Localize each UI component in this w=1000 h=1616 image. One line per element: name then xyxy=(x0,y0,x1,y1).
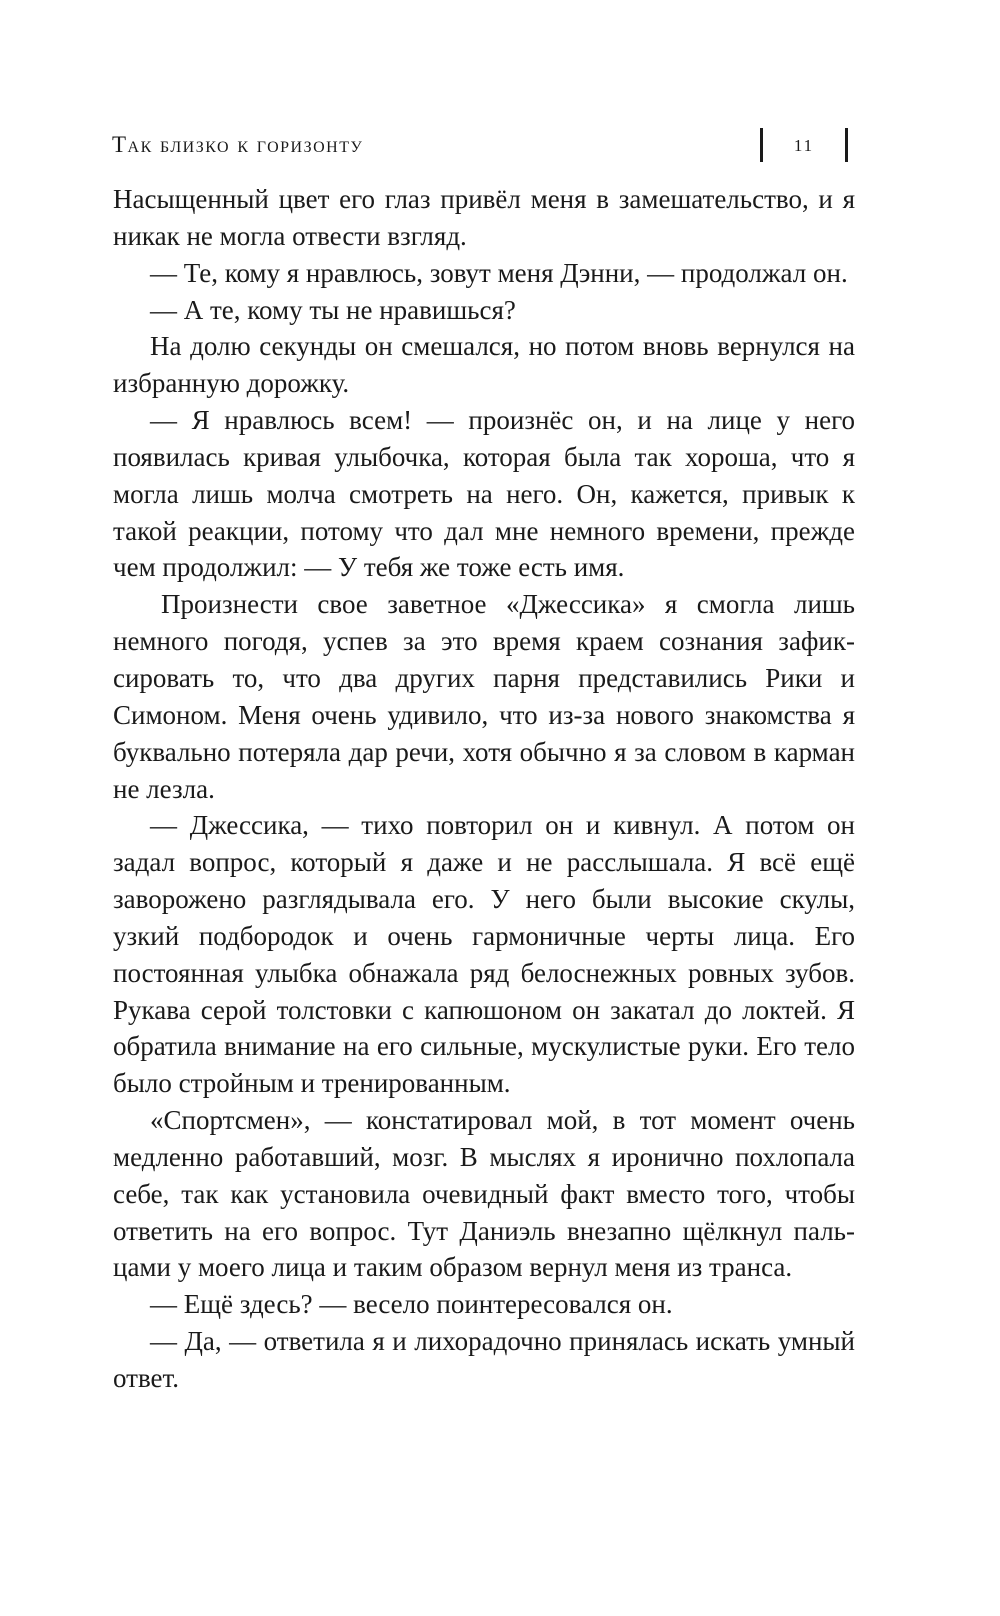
paragraph: — Джессика, — тихо повторил он и кивнул. А потом он задал вопрос, который я даже и не расслышала. Я всё ещё заворожено разглядывала его. У него были высокие скулы, узкий подбородок и очень гармоничные черты лица. Его постоянная улыбка обнажала ряд белоснежных ровных зубов. Рукава серой толстовки с капюшоном он закатал до локтей. Я обратила внимание на его сильные, мускулистые руки. Его тело было стройным и тренированным. xyxy=(113,810,855,1099)
running-title: Так близко к горизонту xyxy=(112,132,364,157)
body-text xyxy=(113,181,855,1397)
running-head xyxy=(112,128,854,166)
page-number: 11 xyxy=(793,136,815,155)
folio-bar-left xyxy=(760,128,763,162)
folio-bar-right xyxy=(845,128,848,162)
paragraph: На долю секунды он смешался, но потом вновь вернулся на избранную дорожку. xyxy=(113,331,855,399)
paragraph: Насыщенный цвет его глаз привёл меня в замешательство, и я никак не могла отвести взгляд. xyxy=(113,184,855,251)
paragraph: «Спортсмен», — констатировал мой, в тот момент очень медленно работавший, мозг. В мыслях я иронично похлопала себе, так как установила очевидный факт вместо того, чтобы ответить на его вопрос. Тут Даниэль внезапно щёлкнул пальцами у моего лица и таким образом вернул меня из транса. xyxy=(113,1105,855,1283)
paragraph: — Те, кому я нравлюсь, зовут меня Дэнни, — продолжал он. xyxy=(150,257,848,288)
paragraph: Произнести свое заветное «Джессика» я смогла лишь немного погодя, успев за это время краем сознания зафиксировать то, что два других парня представились Рики и Симоном. Меня очень удивило, что из-за нового знакомства я буквально потеряла дар речи, хотя обычно я за словом в карман не лезла. xyxy=(113,589,855,804)
paragraph: — Я нравлюсь всем! — произнёс он, и на лице у него появилась кривая улыбочка, которая была так хороша, что я могла лишь молча смотреть на него. Он, кажется, привык к такой реакции, потому что дал мне немного времени, прежде чем продолжил: — У тебя же тоже есть имя. xyxy=(113,405,855,583)
paragraph: — Ещё здесь? — весело поинтересовался он. xyxy=(150,1289,673,1320)
paragraph: — Да, — ответила я и лихорадочно принялась искать умный ответ. xyxy=(113,1326,855,1393)
paragraph: — А те, кому ты не нравишься? xyxy=(150,294,516,325)
